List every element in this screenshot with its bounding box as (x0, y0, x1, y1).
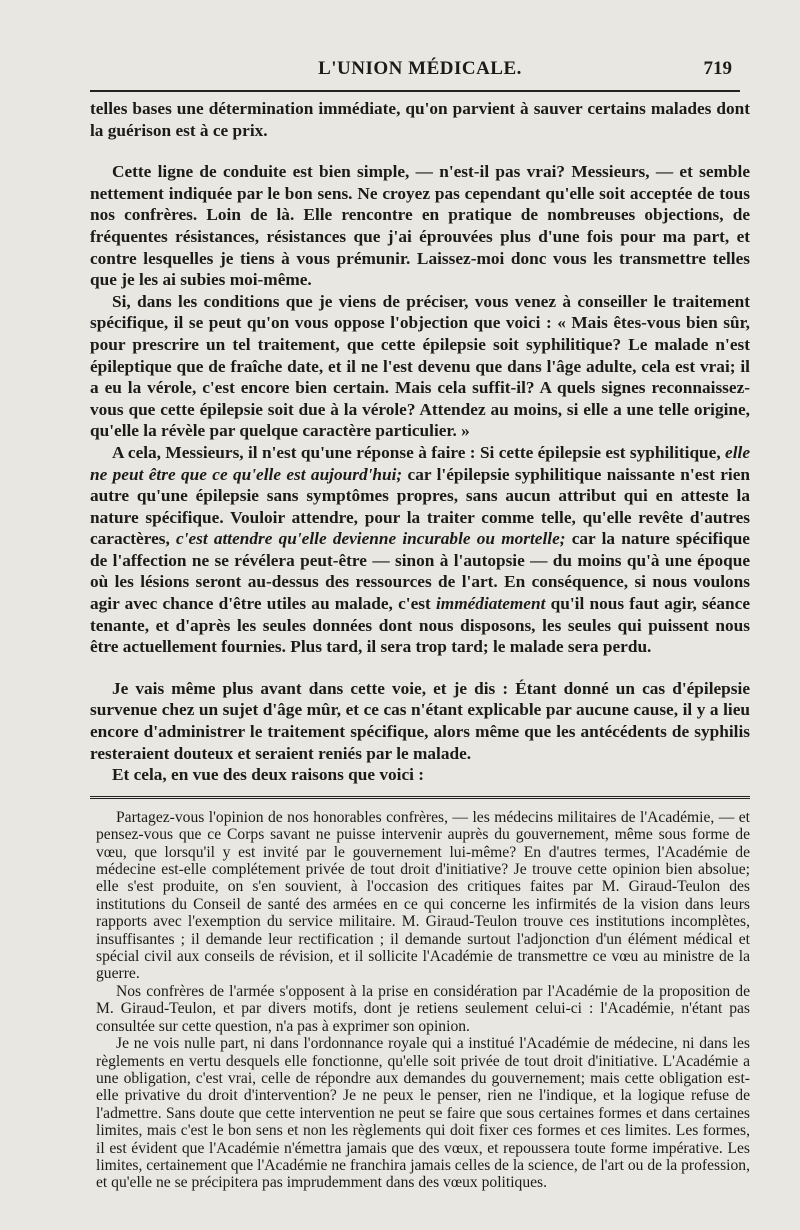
paragraph-1: telles bases une détermination immédiate, qu'on parvient à sauver certains malades dont la guérison est à ce prix. (90, 99, 750, 140)
paragraph-6: Et cela, en vue des deux raisons que voici : (112, 765, 425, 785)
paragraph-4-italic-f: immédiatement (435, 594, 546, 614)
paragraph-4-text-a: A cela, Messieurs, il n'est qu'une réponse à faire : Si cette épilepsie est syphilitique, (112, 442, 726, 462)
feuilleton-paragraph-1: Partagez-vous l'opinion de nos honorables confrères, — les médecins militaires de l'Académie, — et pensez-vous que ce Corps savant ne puisse intervenir auprès du gouvernement, même sous forme de vœu, que lorsqu'il y est invité par le gouvernement lui-même? En d'autres termes, l'Académie de médecine est-elle complétement privée de tout droit d'initiative? Je trouve cette opinion bien absolue; elle s'est produite, on s'en souvient, à l'occasion des critiques faites par M. Giraud-Teulon des institutions du Conseil de santé des armées en ce qui concerne les infirmités de la vision dans leurs rapports avec l'exemption du service militaire. M. Giraud-Teulon trouve ces institutions incomplètes, insuffisantes ; il demande leur rectification ; il demande surtout l'adjonction d'un élément médical et spécial civil aux conseils de révision, et il sollicite l'Académie de transmettre ce vœu au ministre de la guerre. (96, 808, 750, 983)
paragraph-5: Je vais même plus avant dans cette voie, et je dis : Étant donné un cas d'épilepsie survenue chez un sujet d'âge mûr, et ce cas n'étant explicable par aucune cause, il y a lieu encore d'administrer le traitement spécifique, alors même que les antécédents de syphilis resteraient douteux et seraient reniés par le malade. (90, 678, 750, 763)
paragraph-4-text-g: qu'il nous faut agir, séance tenante, et d'après les seules données dont nous disposons, les seules qui puissent nous être actuellement fournies. Plus tard, il sera trop tard; le malade sera perdu. (90, 594, 750, 657)
paragraph-4-text-c: car l'épilepsie syphilitique naissante n'est rien autre qu'une épilepsie sans symptômes propres, sans aucun attribut qui en atteste la nature spécifique. Vouloir attendre, pour la traiter comme telle, qu'elle revête d'autres caractères, (90, 464, 750, 549)
page-number: 719 (703, 58, 732, 79)
main-text (90, 98, 750, 786)
paragraph-4-text-e: car la nature spécifique de l'affection ne se révélera peut-être — sinon à l'autopsie — du moins qu'à une époque où les lésions seront au-dessus des ressources de l'art. En conséquence, si nous voulons agir avec chance d'être utiles au malade, c'est (90, 529, 750, 614)
section-divider (90, 796, 750, 799)
paragraph-2: Cette ligne de conduite est bien simple, — n'est-il pas vrai? Messieurs, — et semble nettement indiquée par le bon sens. Ne croyez pas cependant qu'elle soit acceptée de tous nos confrères. Loin de là. Elle rencontre en pratique de nombreuses objections, de fréquentes résistances, résistances que j'ai éprouvées plus d'une fois pour ma part, et contre lesquelles je tiens à vous prémunir. Laissez-moi donc vous les transmettre telles que je les ai subies moi-même. (90, 162, 750, 290)
feuilleton-text (90, 809, 750, 1192)
feuilleton-paragraph-3: Je ne vois nulle part, ni dans l'ordonnance royale qui a institué l'Académie de médecine, ni dans les règlements en vertu desquels elle fonctionne, qu'elle soit privée de tout droit d'initiative. L'Académie a une obligation, c'est vrai, celle de répondre aux demandes du gouvernement; mais cette obligation est-elle privative du droit d'intervention? Je ne peux le penser, rien ne l'indique, et la logique refuse de l'admettre. Sans doute que cette intervention ne peut se faire que sous certaines formes et dans certaines limites, mais c'est le bon sens et non les règlements qui doit fixer ces formes et ces limites. Les formes, il est évident que l'Académie n'émettra jamais que des vœux, et repoussera toute forme impérative. Les limites, certainement que l'Académie ne franchira jamais celles de la science, de l'art ou de la profession, et qu'elle ne se précipitera pas imprudemment dans des vœux politiques. (96, 1035, 750, 1192)
paragraph-3: Si, dans les conditions que je viens de préciser, vous venez à conseiller le traitement spécifique, il se peut qu'on vous oppose l'objection que voici : « Mais êtes-vous bien sûr, pour prescrire un tel traitement, que cette épilepsie soit syphilitique? Le malade n'est épileptique que de fraîche date, et il ne l'est devenu que dans l'âge adulte, cela est vrai; il a eu la vérole, c'est encore bien certain. Mais cela suffit-il? A quels signes reconnaissez-vous que cette épilepsie soit due à la vérole? Attendez au moins, si elle a une telle origine, qu'elle la révèle par quelque caractère particulier. » (90, 291, 750, 441)
paragraph-4 (90, 442, 750, 658)
running-header (90, 56, 750, 86)
paragraph-4-italic-b: elle ne peut être que ce qu'elle est aujourd'hui; (90, 442, 750, 484)
paragraph-4-italic-d: c'est attendre qu'elle devienne incurable ou mortelle; (176, 529, 566, 549)
journal-title: L'UNION MÉDICALE. (318, 58, 522, 79)
header-rule (90, 90, 740, 92)
feuilleton-paragraph-2: Nos confrères de l'armée s'opposent à la prise en considération par l'Académie de la proposition de M. Giraud-Teulon, et par divers motifs, dont je retiens seulement celui-ci : l'Académie, n'étant pas consultée sur cette question, n'a pas à exprimer son opinion. (96, 982, 750, 1035)
